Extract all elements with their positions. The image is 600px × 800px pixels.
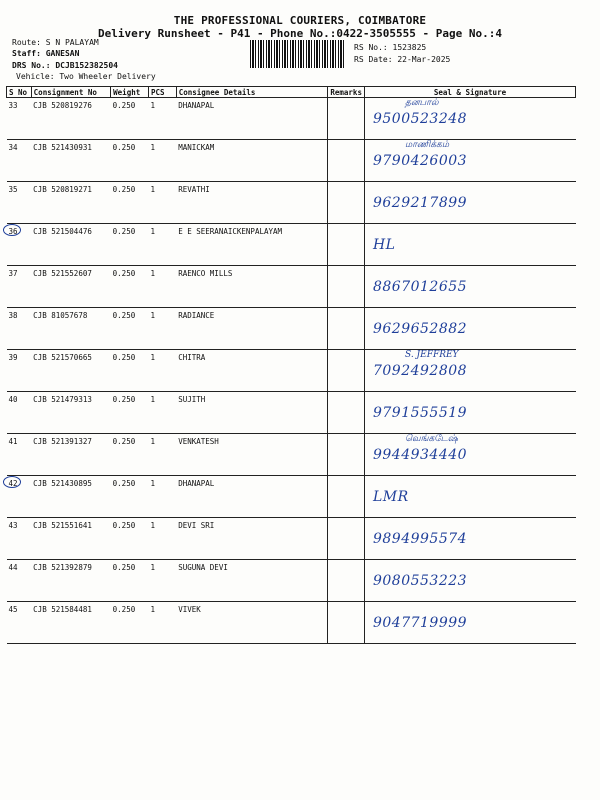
row-sno: 44 bbox=[8, 563, 18, 572]
row-weight: 0.250 bbox=[111, 518, 149, 560]
row-remarks bbox=[328, 560, 365, 602]
table-row bbox=[7, 602, 576, 644]
row-signature bbox=[364, 602, 575, 644]
row-pcs: 1 bbox=[148, 140, 176, 182]
row-consignment: CJB 521570665 bbox=[31, 350, 110, 392]
row-weight: 0.250 bbox=[111, 308, 149, 350]
row-pcs: 1 bbox=[148, 392, 176, 434]
row-signature bbox=[364, 308, 575, 350]
signature-handwriting: 9790426003 bbox=[372, 153, 468, 169]
signature-handwriting: LMR bbox=[372, 489, 409, 505]
row-signature bbox=[364, 140, 575, 182]
circle-mark bbox=[3, 476, 21, 488]
row-sno: 42 bbox=[8, 479, 18, 488]
row-remarks bbox=[328, 98, 365, 140]
row-pcs: 1 bbox=[148, 476, 176, 518]
row-signature bbox=[364, 350, 575, 392]
signature-name: மாணிக்கம் bbox=[404, 140, 450, 150]
row-remarks bbox=[328, 518, 365, 560]
row-sno: 38 bbox=[8, 311, 18, 320]
row-consignee: DHANAPAL bbox=[176, 98, 328, 140]
row-remarks bbox=[328, 140, 365, 182]
barcode bbox=[250, 40, 345, 68]
row-remarks bbox=[328, 434, 365, 476]
row-signature bbox=[364, 392, 575, 434]
signature-handwriting: 7092492808 bbox=[372, 363, 468, 379]
row-consignment: CJB 521584481 bbox=[31, 602, 110, 644]
table-row bbox=[7, 350, 576, 392]
drs-no: DRS No.: DCJB152382504 bbox=[12, 61, 118, 70]
route: Route: S N PALAYAM bbox=[12, 38, 99, 47]
row-remarks bbox=[328, 476, 365, 518]
col-signature: Seal & Signature bbox=[364, 87, 575, 98]
signature-handwriting: 9080553223 bbox=[372, 573, 468, 589]
row-consignment: CJB 521391327 bbox=[31, 434, 110, 476]
row-sno: 45 bbox=[8, 605, 18, 614]
row-consignee: E E SEERANAICKENPALAYAM bbox=[176, 224, 328, 266]
col-consignment: Consignment No bbox=[31, 87, 110, 98]
table-row bbox=[7, 434, 576, 476]
row-weight: 0.250 bbox=[111, 602, 149, 644]
row-weight: 0.250 bbox=[111, 182, 149, 224]
row-sno: 41 bbox=[8, 437, 18, 446]
row-remarks bbox=[328, 266, 365, 308]
col-consignee: Consignee Details bbox=[176, 87, 328, 98]
col-pcs: PCS bbox=[148, 87, 176, 98]
row-consignment: CJB 521552607 bbox=[31, 266, 110, 308]
signature-handwriting: 9894995574 bbox=[372, 531, 468, 547]
signature-handwriting: 9500523248 bbox=[372, 111, 468, 127]
row-consignee: SUGUNA DEVI bbox=[176, 560, 328, 602]
row-consignee: RADIANCE bbox=[176, 308, 328, 350]
row-consignee: VIVEK bbox=[176, 602, 328, 644]
row-remarks bbox=[328, 308, 365, 350]
row-signature bbox=[364, 182, 575, 224]
row-consignee: MANICKAM bbox=[176, 140, 328, 182]
row-weight: 0.250 bbox=[111, 476, 149, 518]
row-weight: 0.250 bbox=[111, 266, 149, 308]
row-consignee: VENKATESH bbox=[176, 434, 328, 476]
row-signature bbox=[364, 476, 575, 518]
row-consignee: CHITRA bbox=[176, 350, 328, 392]
row-pcs: 1 bbox=[148, 266, 176, 308]
signature-handwriting: 9629652882 bbox=[372, 321, 468, 337]
signature-handwriting: 9629217899 bbox=[372, 195, 468, 211]
vehicle: Vehicle: Two Wheeler Delivery bbox=[16, 72, 156, 81]
row-pcs: 1 bbox=[148, 224, 176, 266]
row-pcs: 1 bbox=[148, 308, 176, 350]
table-row bbox=[7, 266, 576, 308]
signature-handwriting: HL bbox=[372, 237, 396, 253]
table-row bbox=[7, 182, 576, 224]
table-row bbox=[7, 224, 576, 266]
row-signature bbox=[364, 224, 575, 266]
row-consignee: DEVI SRI bbox=[176, 518, 328, 560]
runsheet-table bbox=[6, 86, 576, 644]
row-signature bbox=[364, 98, 575, 140]
row-consignee: DHANAPAL bbox=[176, 476, 328, 518]
row-pcs: 1 bbox=[148, 518, 176, 560]
row-weight: 0.250 bbox=[111, 434, 149, 476]
row-remarks bbox=[328, 350, 365, 392]
row-pcs: 1 bbox=[148, 350, 176, 392]
row-sno: 35 bbox=[8, 185, 18, 194]
row-consignment: CJB 521392879 bbox=[31, 560, 110, 602]
table-row bbox=[7, 140, 576, 182]
table-row bbox=[7, 518, 576, 560]
row-signature bbox=[364, 266, 575, 308]
row-sno: 40 bbox=[8, 395, 18, 404]
row-weight: 0.250 bbox=[111, 392, 149, 434]
row-weight: 0.250 bbox=[111, 560, 149, 602]
row-sno: 39 bbox=[8, 353, 18, 362]
col-sno: S No bbox=[7, 87, 32, 98]
signature-handwriting: 9791555519 bbox=[372, 405, 468, 421]
signature-handwriting: 9944934440 bbox=[372, 447, 468, 463]
row-consignment: CJB 520819271 bbox=[31, 182, 110, 224]
table-row bbox=[7, 308, 576, 350]
table-row bbox=[7, 476, 576, 518]
table-row bbox=[7, 560, 576, 602]
row-weight: 0.250 bbox=[111, 140, 149, 182]
circle-mark bbox=[3, 224, 21, 236]
row-pcs: 1 bbox=[148, 560, 176, 602]
row-weight: 0.250 bbox=[111, 350, 149, 392]
rs-no: RS No.: 1523825 bbox=[354, 43, 427, 52]
table-row bbox=[7, 392, 576, 434]
row-remarks bbox=[328, 224, 365, 266]
row-consignee: REVATHI bbox=[176, 182, 328, 224]
row-sno: 43 bbox=[8, 521, 18, 530]
signature-handwriting: 9047719999 bbox=[372, 615, 468, 631]
table-row bbox=[7, 98, 576, 140]
rs-date: RS Date: 22-Mar-2025 bbox=[354, 55, 451, 64]
row-pcs: 1 bbox=[148, 602, 176, 644]
row-remarks bbox=[328, 602, 365, 644]
row-remarks bbox=[328, 392, 365, 434]
row-consignment: CJB 521430931 bbox=[31, 140, 110, 182]
row-sno: 34 bbox=[8, 143, 18, 152]
signature-name: S. JEFFREY bbox=[404, 350, 459, 360]
row-consignment: CJB 521430895 bbox=[31, 476, 110, 518]
col-remarks: Remarks bbox=[328, 87, 365, 98]
row-signature bbox=[364, 560, 575, 602]
row-weight: 0.250 bbox=[111, 224, 149, 266]
row-sno: 33 bbox=[8, 101, 18, 110]
col-weight: Weight bbox=[111, 87, 149, 98]
row-pcs: 1 bbox=[148, 434, 176, 476]
row-weight: 0.250 bbox=[111, 98, 149, 140]
row-signature bbox=[364, 518, 575, 560]
row-sno: 36 bbox=[8, 227, 18, 236]
row-consignment: CJB 520819276 bbox=[31, 98, 110, 140]
signature-name: வெங்கடேஷ் bbox=[404, 434, 458, 444]
row-pcs: 1 bbox=[148, 98, 176, 140]
row-signature bbox=[364, 434, 575, 476]
row-remarks bbox=[328, 182, 365, 224]
runsheet-line: Delivery Runsheet - P41 - Phone No.:0422-3505555 - Page No.:4 bbox=[98, 27, 502, 40]
row-consignment: CJB 521479313 bbox=[31, 392, 110, 434]
row-pcs: 1 bbox=[148, 182, 176, 224]
table-header-row bbox=[7, 87, 576, 98]
row-consignee: SUJITH bbox=[176, 392, 328, 434]
row-consignment: CJB 81057678 bbox=[31, 308, 110, 350]
row-sno: 37 bbox=[8, 269, 18, 278]
signature-handwriting: 8867012655 bbox=[372, 279, 468, 295]
row-consignee: RAENCO MILLS bbox=[176, 266, 328, 308]
staff: Staff: GANESAN bbox=[12, 49, 80, 58]
signature-name: தனபால் bbox=[404, 98, 439, 108]
company-title: THE PROFESSIONAL COURIERS, COIMBATORE bbox=[173, 14, 427, 27]
row-consignment: CJB 521551641 bbox=[31, 518, 110, 560]
row-consignment: CJB 521504476 bbox=[31, 224, 110, 266]
